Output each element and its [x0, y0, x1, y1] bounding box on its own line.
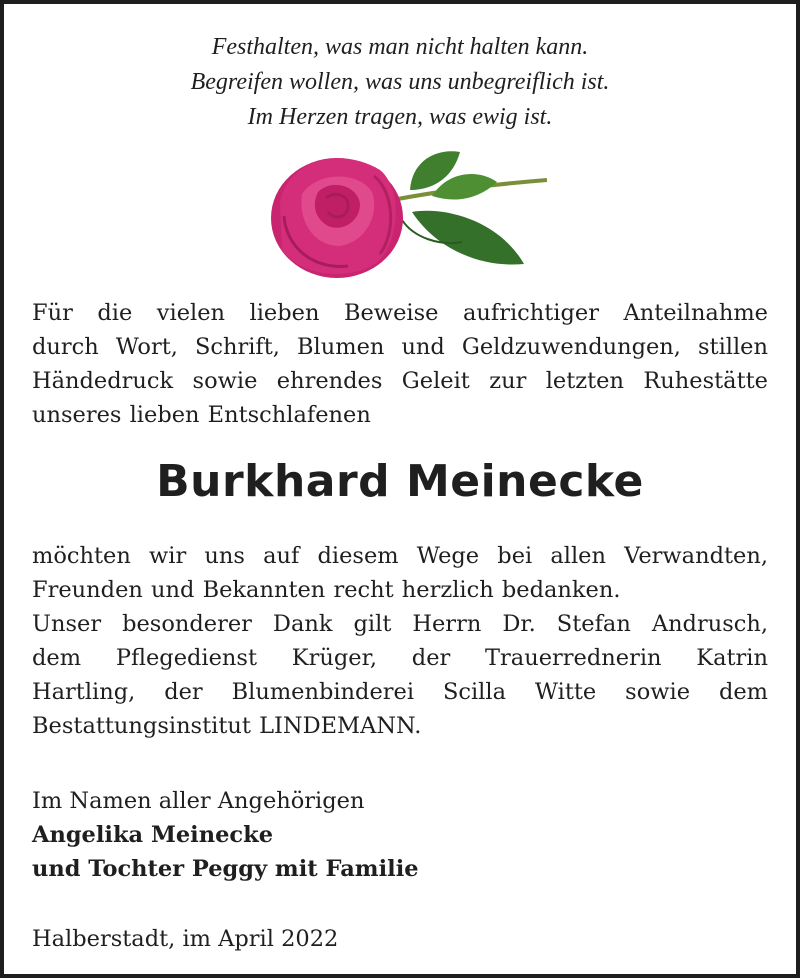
intro-line: Für die vielen lieben Beweise aufrichtiger Anteilnahme	[32, 300, 768, 326]
signature-preface: Im Namen aller Angehörigen	[32, 788, 365, 814]
thanks-line: dem Pflegedienst Krüger, der Trauerrednerin Katrin	[32, 645, 768, 671]
signature-block	[32, 784, 419, 886]
thanks-line: Freunden und Bekannten recht herzlich bedanken.	[32, 577, 621, 603]
signature-name: Angelika Meinecke	[32, 822, 274, 848]
poem-line: Im Herzen tragen, was ewig ist.	[247, 104, 553, 130]
place-date: Halberstadt, im April 2022	[32, 926, 339, 952]
intro-paragraph	[32, 296, 768, 432]
intro-line: unseres lieben Entschlafenen	[32, 402, 371, 428]
memorial-poem	[4, 30, 796, 135]
poem-line: Begreifen wollen, was uns unbegreiflich ist.	[190, 69, 610, 95]
thanks-line: möchten wir uns auf diesem Wege bei allen Verwandten,	[32, 543, 768, 569]
thanks-line: Unser besonderer Dank gilt Herrn Dr. Stefan Andrusch,	[32, 611, 768, 637]
poem-line: Festhalten, was man nicht halten kann.	[211, 34, 589, 60]
rose-image	[262, 142, 552, 282]
thanks-line: Bestattungsinstitut LINDEMANN.	[32, 713, 422, 739]
intro-line: Händedruck sowie ehrendes Geleit zur letzten Ruhestätte	[32, 368, 768, 394]
intro-line: durch Wort, Schrift, Blumen und Geldzuwendungen, stillen	[32, 334, 768, 360]
thanks-line: Hartling, der Blumenbinderei Scilla Witte sowie dem	[32, 679, 768, 705]
thanks-paragraph	[32, 539, 768, 743]
deceased-name: Burkhard Meinecke	[156, 456, 644, 507]
signature-family: und Tochter Peggy mit Familie	[32, 856, 419, 882]
